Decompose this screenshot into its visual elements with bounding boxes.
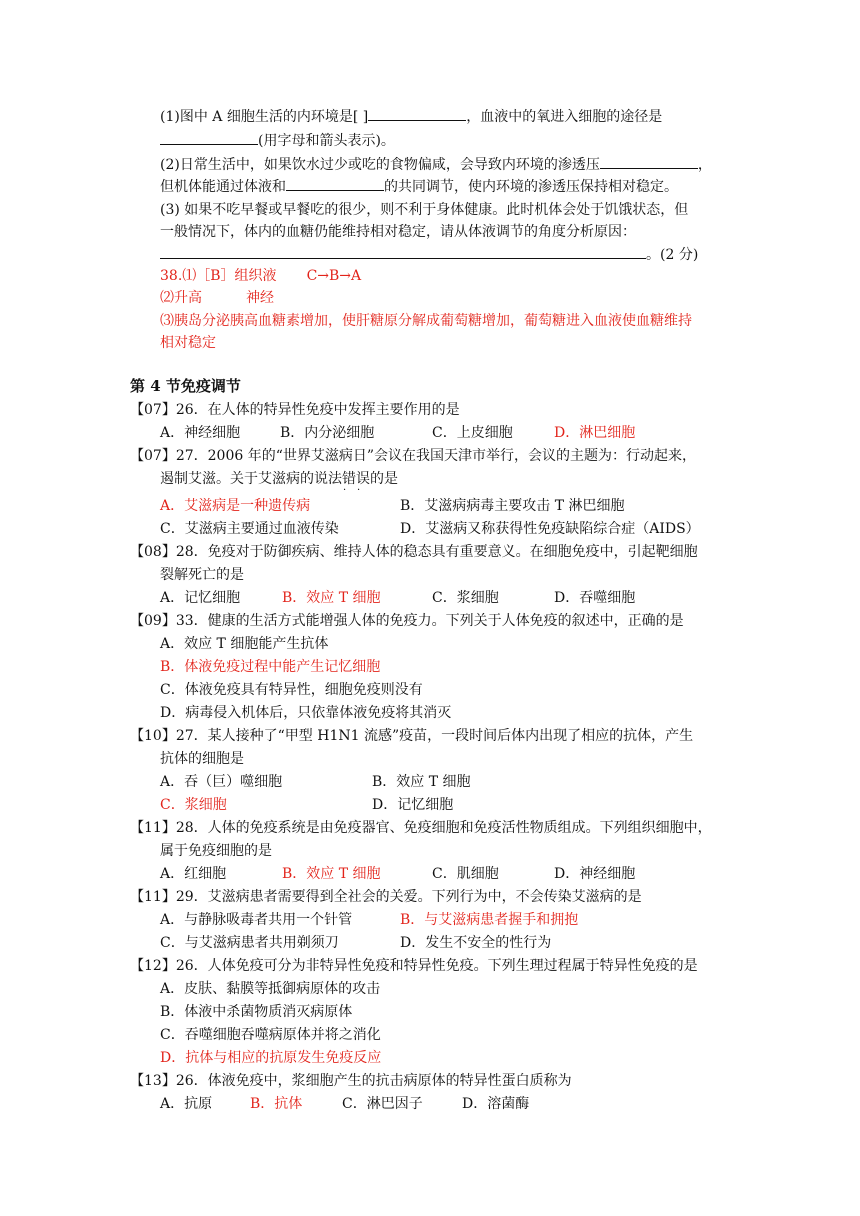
option-d: D．记忆细胞: [372, 797, 454, 813]
option-c: C．艾滋病主要通过血液传染: [160, 521, 339, 537]
option-d: D．病毒侵入机体后，只依靠体液免疫将其消灭: [160, 705, 452, 721]
question-stem-cont: 抗体的细胞是: [160, 751, 244, 767]
option-a: A．与静脉吸毒者共用一个针管: [160, 912, 353, 928]
question-stem: 【10】27．某人接种了“甲型 H1N1 流感”疫苗，一段时间后体内出现了相应的抗体，产生: [130, 728, 694, 744]
option-c: C．吞噬细胞吞噬病原体并将之消化: [160, 1027, 381, 1043]
question-stem: 【07】26．在人体的特异性免疫中发挥主要作用的是: [130, 402, 460, 418]
q2-line1: [160, 154, 712, 175]
q3-line1: (3) 如果不吃早餐或早餐吃的很少，则不利于身体健康。此时机体会处于饥饿状态，但: [160, 202, 689, 218]
q1-text-b: ，血液中的氧进入细胞的途径是: [466, 109, 663, 125]
question-stem: 【09】33．健康的生活方式能增强人体的免疫力。下列关于人体免疫的叙述中，正确的是: [130, 613, 684, 629]
q2-text-b: ，: [697, 157, 712, 173]
option-a: A．红细胞: [160, 866, 227, 882]
option-d: D．溶菌酶: [462, 1096, 530, 1112]
option-b-answer: B．与艾滋病患者握手和拥抱: [400, 912, 579, 928]
option-d: D．发生不安全的性行为: [400, 935, 552, 951]
answer-3-line1: ⑶胰岛分泌胰高血糖素增加，使肝糖原分解成葡萄糖增加，葡萄糖进入血液使血糖维持: [160, 313, 692, 329]
answer-2a: ⑵升高: [160, 290, 202, 306]
option-b: B．内分泌细胞: [280, 425, 375, 441]
q2-text-d: 的共同调节，使内环境的渗透压保持相对稳定。: [384, 179, 678, 195]
option-c: C．上皮细胞: [432, 425, 513, 441]
option-b: B．效应 T 细胞: [372, 774, 471, 790]
option-b-answer: B．效应 T 细胞: [282, 590, 381, 606]
question-stem: 【11】29．艾滋病患者需要得到全社会的关爱。下列行为中，不会传染艾滋病的是: [130, 889, 642, 905]
q2-text-a: (2)日常生活中，如果饮水过少或吃的食物偏咸，会导致内环境的渗透压: [160, 157, 600, 173]
option-c-answer: C．浆细胞: [160, 797, 227, 813]
option-d: D．吞噬细胞: [554, 590, 636, 606]
q1-line1: [160, 106, 662, 127]
q1-text-a: (1)图中 A 细胞生活的内环境是[ ]: [160, 109, 369, 125]
blank: [368, 106, 466, 121]
option-a: A．吞（巨）噬细胞: [160, 774, 283, 790]
q1-line2: [160, 130, 395, 151]
answer-2b: 神经: [246, 290, 274, 306]
option-c: C．浆细胞: [432, 590, 499, 606]
blank: [600, 154, 698, 169]
option-b: B．体液中杀菌物质消灭病原体: [160, 1004, 353, 1020]
option-d: D．神经细胞: [554, 866, 636, 882]
section-title: 第 4 节免疫调节: [130, 377, 241, 395]
option-d: D．艾滋病又称获得性免疫缺陷综合症（AIDS）: [400, 521, 700, 537]
question-stem: 【11】28．人体的免疫系统是由免疫器官、免疫细胞和免疫活性物质组成。下列组织细胞中，: [130, 820, 712, 836]
answer-3-line2: 相对稳定: [160, 335, 216, 351]
blank: [160, 244, 646, 259]
answer-2: [160, 288, 274, 308]
option-b-answer: B．抗体: [250, 1096, 303, 1112]
option-c: C．体液免疫具有特异性，细胞免疫则没有: [160, 682, 423, 698]
option-c: C．与艾滋病患者共用剃须刀: [160, 935, 339, 951]
option-a: A．抗原: [160, 1096, 213, 1112]
emphasis-dot: ·: [343, 485, 347, 496]
question-stem: 【13】26．体液免疫中，浆细胞产生的抗击病原体的特异性蛋白质称为: [130, 1073, 572, 1089]
question-stem: 【07】27．2006 年的“世界艾滋病日”会议在我国天津市举行，会议的主题为：行动起来，: [130, 448, 697, 464]
question-stem-cont: 裂解死亡的是: [160, 567, 244, 583]
question-stem: 【08】28．免疫对于防御疾病、维持人体的稳态具有重要意义。在细胞免疫中，引起靶细胞: [130, 544, 698, 560]
option-a: A．神经细胞: [160, 425, 241, 441]
option-a: A．效应 T 细胞能产生抗体: [160, 636, 329, 652]
q1-text-c: (用字母和箭头表示)。: [258, 133, 395, 149]
q2-text-c: 但机体能通过体液和: [160, 179, 286, 195]
question-stem-cont: 属于免疫细胞的是: [160, 843, 272, 859]
option-d-answer: D．抗体与相应的抗原发生免疫反应: [160, 1050, 382, 1066]
answer-1b: C→B→A: [306, 268, 362, 284]
option-b-answer: B．效应 T 细胞: [282, 866, 381, 882]
emphasis-dot: ·: [357, 485, 361, 496]
option-d-answer: D．淋巴细胞: [554, 425, 636, 441]
blank: [160, 130, 258, 145]
blank: [286, 176, 384, 191]
option-b-answer: B．体液免疫过程中能产生记忆细胞: [160, 659, 381, 675]
q3-line2: 一般情况下，体内的血糖仍能维持相对稳定，请从体液调节的角度分析原因：: [160, 224, 636, 240]
q3-text-c: 。(2 分): [646, 247, 699, 263]
option-a: A．记忆细胞: [160, 590, 241, 606]
option-a: A．皮肤、黏膜等抵御病原体的攻击: [160, 981, 381, 997]
question-stem: 【12】26．人体免疫可分为非特异性免疫和特异性免疫。下列生理过程属于特异性免疫的是: [130, 958, 698, 974]
question-stem-cont: 遏制艾滋。关于艾滋病的说法错误的是: [160, 471, 398, 487]
q2-line2: [160, 176, 678, 197]
option-b: B．艾滋病病毒主要攻击 T 淋巴细胞: [400, 498, 625, 514]
answer-1: [160, 266, 361, 286]
q3-line3: [160, 244, 698, 265]
answer-1a: 38.⑴［B］组织液: [160, 268, 277, 284]
option-a-answer: A．艾滋病是一种遗传病: [160, 498, 311, 514]
option-c: C．肌细胞: [432, 866, 499, 882]
option-c: C．淋巴因子: [342, 1096, 423, 1112]
